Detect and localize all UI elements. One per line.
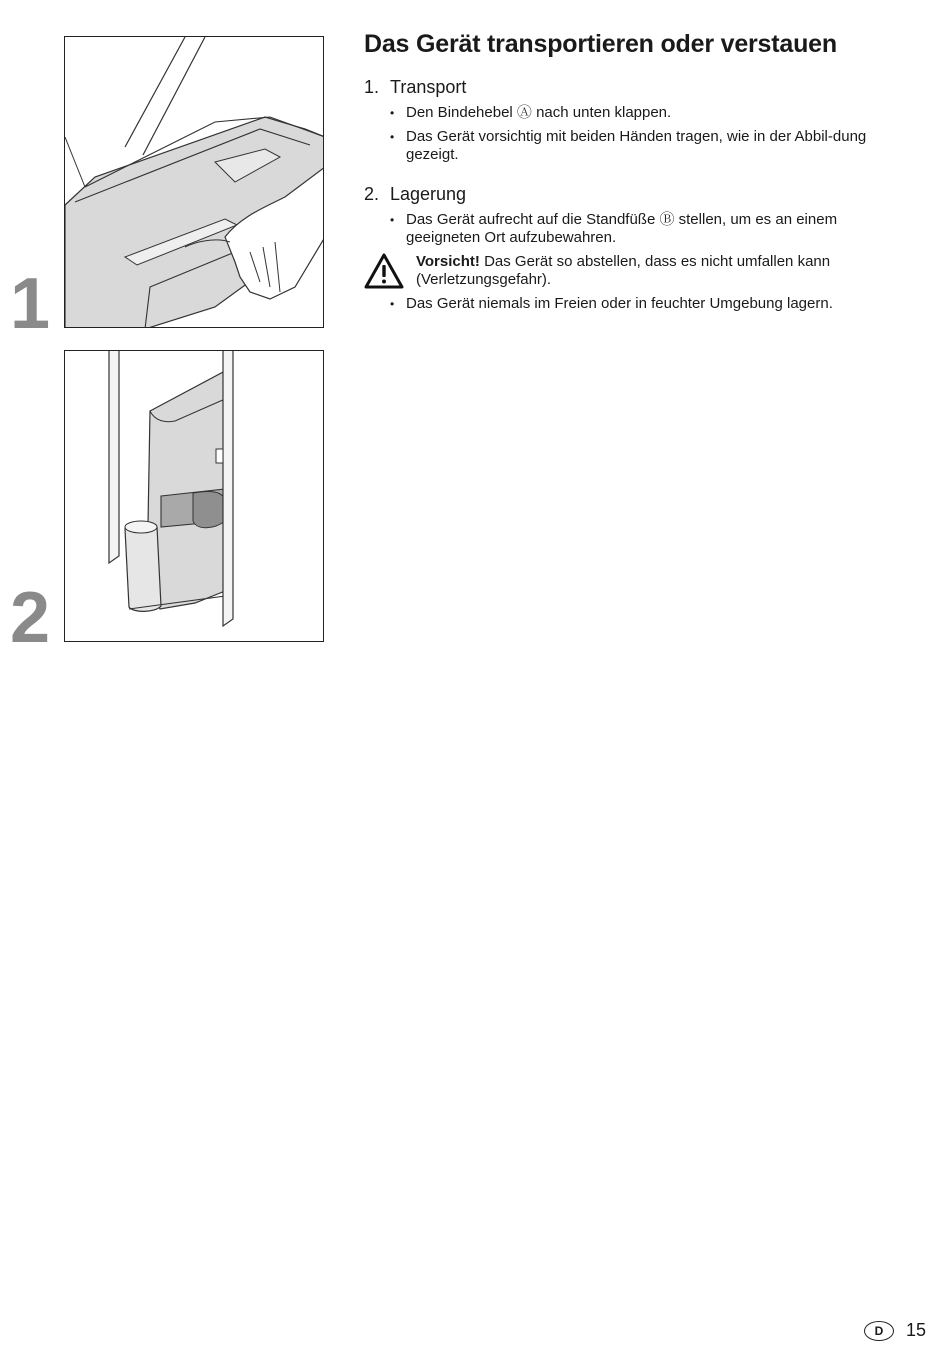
device-stored-upright-drawing [65,351,324,642]
list-item: • Das Gerät niemals im Freien oder in feuchter Umgebung lagern. [390,295,904,313]
bullet-list [364,295,904,313]
section-number: 1. [364,77,380,97]
figure-transport-illustration [64,36,324,328]
caution-text [416,253,904,289]
figure-number-1: 1 [10,264,51,344]
section-storage [364,184,904,313]
warning-triangle-icon [364,253,404,289]
bullet-list [364,211,904,247]
list-item: • Den Bindehebel Ⓐ nach unten klappen. [390,104,904,122]
section-heading-text: Lagerung [390,184,467,204]
section-heading-text: Transport [390,77,467,97]
page-footer [864,1320,926,1341]
section-transport [364,77,904,164]
list-item: • Das Gerät aufrecht auf die Standfüße Ⓑ stellen, um es an einem geeigneten Ort aufzubewahren. [390,211,904,247]
bullet-list [364,104,904,164]
list-item: • Das Gerät vorsichtig mit beiden Händen tragen, wie in der Abbil-dung gezeigt. [390,128,904,164]
figure-number-2: 2 [10,578,51,658]
section-heading [364,77,904,98]
instructions-content [364,30,904,333]
hands-carrying-device-drawing [65,37,324,328]
section-number: 2. [364,184,380,204]
language-badge: D [864,1321,894,1341]
figure-storage-illustration [64,350,324,642]
page-number: 15 [905,1320,926,1340]
caution-label: Vorsicht! [416,253,480,270]
caution-notice [364,253,904,289]
section-heading [364,184,904,205]
page-title: Das Gerät transportieren oder verstauen [364,30,837,58]
caution-message: Das Gerät so abstellen, dass es nicht umfallen kann (Verletzungsgefahr). [416,253,831,288]
